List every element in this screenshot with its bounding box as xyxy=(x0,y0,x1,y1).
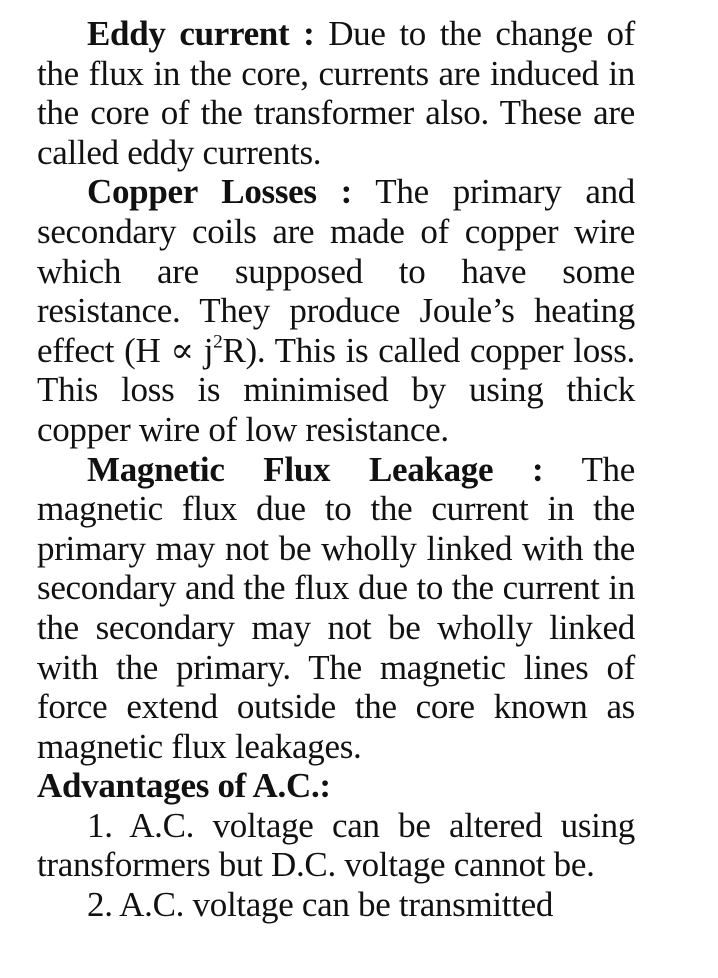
copper-losses-superscript: 2 xyxy=(213,331,223,353)
copper-losses-text-1: The primary and secondary coils are made of copper wire which are supposed to have some resistance. They produce Joule’s heating effect (H ∝ j xyxy=(37,172,635,370)
copper-losses-paragraph xyxy=(37,172,635,449)
copper-losses-text-2: R). This is called copper loss. This loss is minimised by using thick copper wire of low resistance. xyxy=(37,330,635,449)
advantage-item-2: 2. A.C. voltage can be transmitted xyxy=(87,885,554,925)
advantage-item-1: 1. A.C. voltage can be altered using transformers but D.C. voltage cannot be. xyxy=(37,805,635,885)
flux-leakage-paragraph xyxy=(37,450,635,767)
eddy-current-paragraph xyxy=(37,14,635,172)
flux-leakage-text: The magnetic flux due to the current in the primary may not be wholly linked with the secondary and the flux due to the current in the secondary may not be wholly linked with the primary. The magnetic lines of force extend outside the core known as magnetic flux leakages. xyxy=(37,449,635,766)
eddy-current-text: Due to the change of the flux in the core, currents are induced in the core of the transformer also. These are called eddy currents. xyxy=(37,14,635,172)
advantages-heading: Advantages of A.C.: xyxy=(37,766,331,806)
copper-losses-term: Copper Losses : xyxy=(87,172,352,212)
document-page xyxy=(37,14,635,925)
eddy-current-term: Eddy current : xyxy=(87,14,315,53)
flux-leakage-term: Magnetic Flux Leakage : xyxy=(87,449,544,489)
